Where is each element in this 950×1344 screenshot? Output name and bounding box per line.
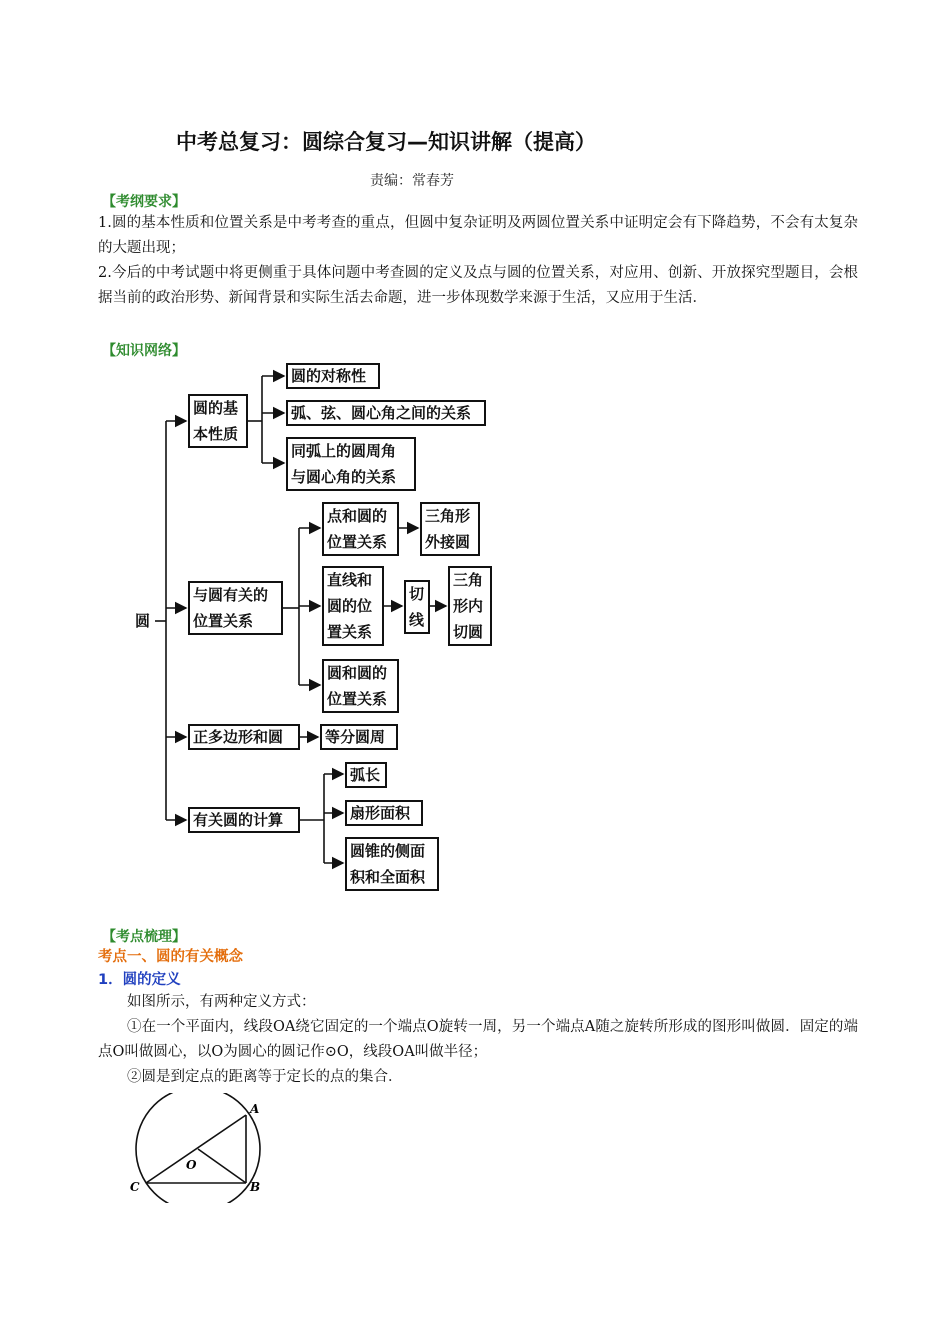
node-circumcircle xyxy=(420,502,480,556)
node-text: 位置关系 xyxy=(193,612,254,630)
node-regular-polygon xyxy=(188,724,300,750)
section-requirements: 【考纲要求】 xyxy=(102,194,186,210)
node-text: 弧长 xyxy=(350,766,381,784)
section-network: 【知识网络】 xyxy=(102,343,186,359)
section-key-points: 【考点梳理】 xyxy=(102,929,186,945)
node-text: 正多边形和圆 xyxy=(193,728,284,746)
definition-one: ①在一个平面内，线段OA绕它固定的一个端点O旋转一周，另一个端点A随之旋转所形成的图形叫做圆．固定的端点O叫做圆心，以O为圆心的圆记作⊙O，线段OA叫做半径； xyxy=(98,1019,858,1060)
node-text: 圆的基 xyxy=(193,399,239,417)
node-text: 与圆有关的 xyxy=(193,586,269,604)
node-text: 弧、弦、圆心角之间的关系 xyxy=(291,404,472,422)
node-sector-area xyxy=(345,800,423,826)
node-symmetry xyxy=(286,363,380,389)
node-basic-properties xyxy=(188,394,248,448)
node-divide-circle xyxy=(320,724,398,750)
label-A: A xyxy=(250,1102,260,1116)
node-text: 圆和圆的 xyxy=(327,664,388,682)
node-text: 圆的位 xyxy=(327,597,373,615)
node-text: 切 xyxy=(409,585,425,603)
circle-figure xyxy=(128,1093,273,1203)
node-arc-length xyxy=(345,762,387,788)
node-cone-area xyxy=(345,837,439,891)
node-text: 有关圆的计算 xyxy=(193,811,284,829)
node-text: 圆的对称性 xyxy=(291,367,367,385)
node-circle-circle xyxy=(322,659,399,713)
node-text: 本性质 xyxy=(193,425,239,443)
mindmap-root: 圆 xyxy=(135,612,151,630)
keypoint-title: 考点一、圆的有关概念 xyxy=(98,949,243,965)
node-text: 外接圆 xyxy=(425,533,471,551)
node-text: 三角 xyxy=(453,571,484,589)
node-arc-chord-angle xyxy=(286,400,486,426)
node-text: 置关系 xyxy=(327,623,373,641)
node-text: 点和圆的 xyxy=(327,507,388,525)
definition-intro: 如图所示，有两种定义方式： xyxy=(127,994,316,1010)
label-C: C xyxy=(130,1180,140,1194)
node-text: 直线和 xyxy=(327,571,373,589)
node-point-circle xyxy=(322,502,399,556)
node-position-relation xyxy=(188,581,283,635)
node-text: 积和全面积 xyxy=(350,868,426,886)
page-title: 中考总复习：圆综合复习—知识讲解（提高） xyxy=(176,130,596,154)
requirement-item-2: 2.今后的中考试题中将更侧重于具体问题中考查圆的定义及点与圆的位置关系，对应用、创新、开放探究型题目，会根据当前的政治形势、新闻背景和实际生活去命题，进一步体现数学来源于生活，又应用于生活． xyxy=(98,265,858,306)
node-incircle xyxy=(448,566,492,646)
node-text: 扇形面积 xyxy=(350,804,411,822)
node-circle-calculation xyxy=(188,807,300,833)
node-text: 三角形 xyxy=(425,507,471,525)
node-text: 切圆 xyxy=(453,623,484,641)
node-text: 线 xyxy=(409,611,425,629)
node-text: 圆锥的侧面 xyxy=(350,842,426,860)
node-text: 位置关系 xyxy=(327,690,388,708)
keypoint-subtitle: 1．圆的定义 xyxy=(98,972,181,988)
requirement-item-1: 1.圆的基本性质和位置关系是中考考查的重点，但圆中复杂证明及两圆位置关系中证明定会有下降趋势，不会有太复杂的大题出现； xyxy=(98,215,858,256)
node-line-circle xyxy=(322,566,384,646)
definition-two: ②圆是到定点的距离等于定长的点的集合． xyxy=(127,1069,403,1085)
node-text: 等分圆周 xyxy=(325,728,386,746)
node-text: 与圆心角的关系 xyxy=(291,468,397,486)
label-O: O xyxy=(186,1158,197,1172)
node-tangent xyxy=(404,580,430,634)
node-text: 位置关系 xyxy=(327,533,388,551)
editor-line: 责编：常春芳 xyxy=(370,173,454,189)
node-text: 形内 xyxy=(453,597,484,615)
label-B: B xyxy=(250,1180,261,1194)
node-text: 同弧上的圆周角 xyxy=(291,442,397,460)
node-inscribed-angle xyxy=(286,437,416,491)
